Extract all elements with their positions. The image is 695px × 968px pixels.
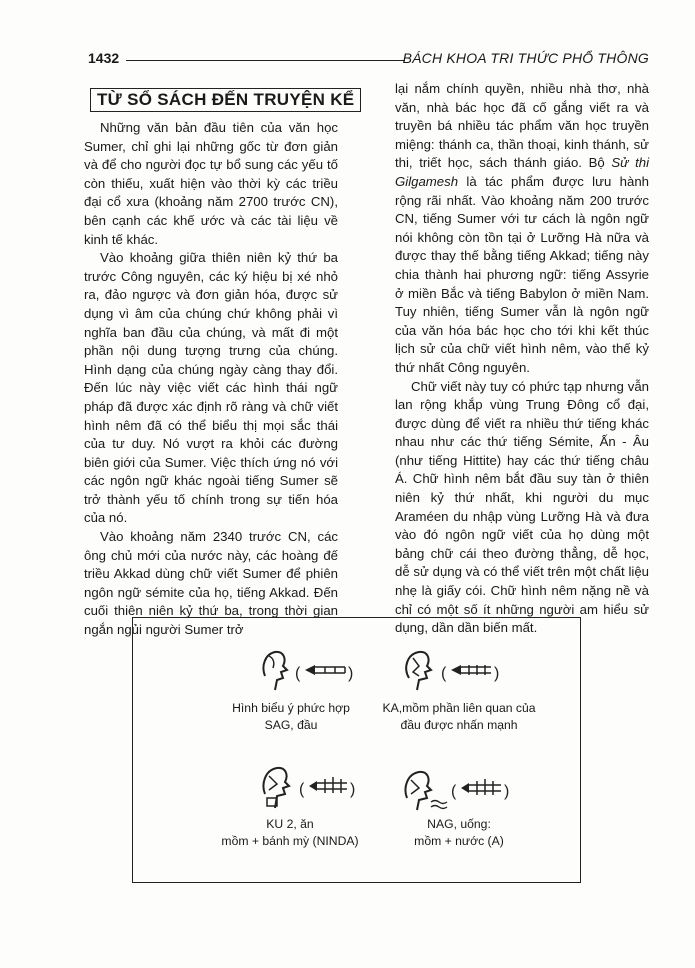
svg-text:(: ( [451, 783, 457, 800]
sag-glyph-icon [253, 646, 363, 696]
work-title: Sử thi Gilgamesh [395, 155, 649, 189]
svg-text:(: ( [295, 665, 301, 682]
caption-line: NAG, uống: [427, 817, 491, 831]
paragraph: Chữ viết này tuy có phức tạp nhưng vẫn lan rộng khắp vùng Trung Đông cổ đại, được dùng để viết ra nhiều thứ tiếng khác nhau như các thứ tiếng Sémite, Ấn - Âu (như tiếng Hittite) hay các thứ tiếng châu Á. Chữ hình nêm bắt đầu suy tàn ở thiên niên kỷ thứ nhất, khi người du mục Araméen du nhập vùng Lưỡng Hà và đưa vào đó ngôn ngữ viết của họ dùng một bảng chữ cái theo đường thẳng, dễ học, dễ sử dụng và có thể viết trên một chất liệu nhẹ là giấy cói. Chữ hình nêm nặng nề và chỉ có một số ít những người am hiểu sử dụng, dần dần biến mất. [395, 378, 649, 636]
section-heading [84, 85, 355, 115]
paragraph: Vào khoảng năm 2340 trước CN, các ông chủ mới của nước này, các hoàng đế triều Akkad dùng chữ viết Sumer để phiên ngôn ngữ sémite của họ, tiếng Akkad. Đến cuối thiên niên kỷ thứ ba, trong thời gian ngắn ngủi người Sumer trở [84, 529, 338, 638]
paragraph-text: là tác phẩm được lưu hành rộng rãi nhất. Vào khoảng năm 200 trước CN, tiếng Sumer với tư cách là ngôn ngữ nói không còn tồn tại ở Lưỡng Hà nữa và được thay thế bằng tiếng Akkad; tiếng này chia thành hai phương ngữ: tiếng Assyrie ở miền Bắc và tiếng Babylon ở miền Nam. Tuy nhiên, tiếng Sumer vẫn là ngôn ngữ của văn hóa bác học cho tới khi kết thúc lịch sử của chữ viết hình nêm, vào thế kỷ thứ nhất Công nguyên. [395, 173, 649, 375]
svg-text:(: ( [441, 665, 447, 682]
caption-line: đầu được nhấn mạnh [400, 718, 518, 732]
paragraph: Những văn bản đầu tiên của văn học Sumer, chỉ ghi lại những gốc từ đơn giản và để cho người đọc tự bổ sung các yếu tố còn thiếu, xuất hiện vào thời kỳ các triều đại cổ xưa (khoảng năm 2700 trước CN), bên cạnh các khế ước và các tài liệu về kinh tế khác. [84, 120, 338, 247]
running-title: BÁCH KHOA TRI THỨC PHỔ THÔNG [402, 50, 649, 66]
svg-text:): ) [494, 665, 500, 682]
section-title: TỪ SỔ SÁCH ĐẾN TRUYỆN KỂ [90, 88, 361, 113]
paragraph [395, 80, 649, 378]
ku2-glyph-icon [253, 762, 373, 814]
figure-caption [191, 816, 389, 850]
ka-glyph-icon [395, 646, 515, 696]
caption-line: SAG, đầu [264, 718, 318, 732]
caption-line: Hình biểu ý phức hợp [232, 701, 350, 715]
right-column [395, 80, 649, 638]
svg-text:): ) [504, 783, 510, 800]
figure-caption [369, 816, 549, 850]
header-rule [126, 60, 405, 61]
nag-glyph-icon [395, 766, 525, 818]
svg-text:): ) [350, 781, 356, 798]
left-column [84, 85, 355, 640]
svg-text:(: ( [299, 781, 305, 798]
paragraph-text: lại nắm chính quyền, nhiều nhà thơ, nhà văn, nhà bác học đã cố gắng viết ra và truyền bá nhiều tác phẩm văn học truyền miệng: thánh ca, thần thoại, kinh thánh, sử thi, triết học, sách thánh giáo. Bộ [395, 81, 649, 171]
caption-line: KA,mồm phần liên quan của [382, 701, 536, 715]
cuneiform-figure [132, 617, 581, 883]
paragraph: Vào khoảng giữa thiên niên kỷ thứ ba trước Công nguyên, các ký hiệu bị xé nhỏ ra, đảo ngược và đơn giản hóa, được sử dụng vì âm của chúng chứ không phải vì nghĩa ban đầu của chúng, và mất đi một phần nội dung tượng trưng của chúng. Hình dạng của chúng ngày càng thay đổi. Đến lúc này việc viết các hình thái ngữ pháp đã được xác định rõ ràng và chữ viết hình nêm đã có thể biểu thị mọi sắc thái của tư duy. Nó vượt ra khỏi các đường biên giới của Sumer. Việc thích ứng nó với các ngôn ngữ khác ngoài tiếng Sumer sẽ trở thành yếu tố chính trong sự tiến hóa của nó. [84, 250, 338, 526]
svg-text:): ) [348, 665, 354, 682]
figure-caption [355, 700, 563, 734]
caption-line: mồm + bánh mỳ (NINDA) [221, 834, 359, 848]
caption-line: mồm + nước (A) [414, 834, 504, 848]
page-number: 1432 [88, 50, 120, 66]
caption-line: KU 2, ăn [266, 817, 314, 831]
figure-caption [205, 700, 377, 734]
